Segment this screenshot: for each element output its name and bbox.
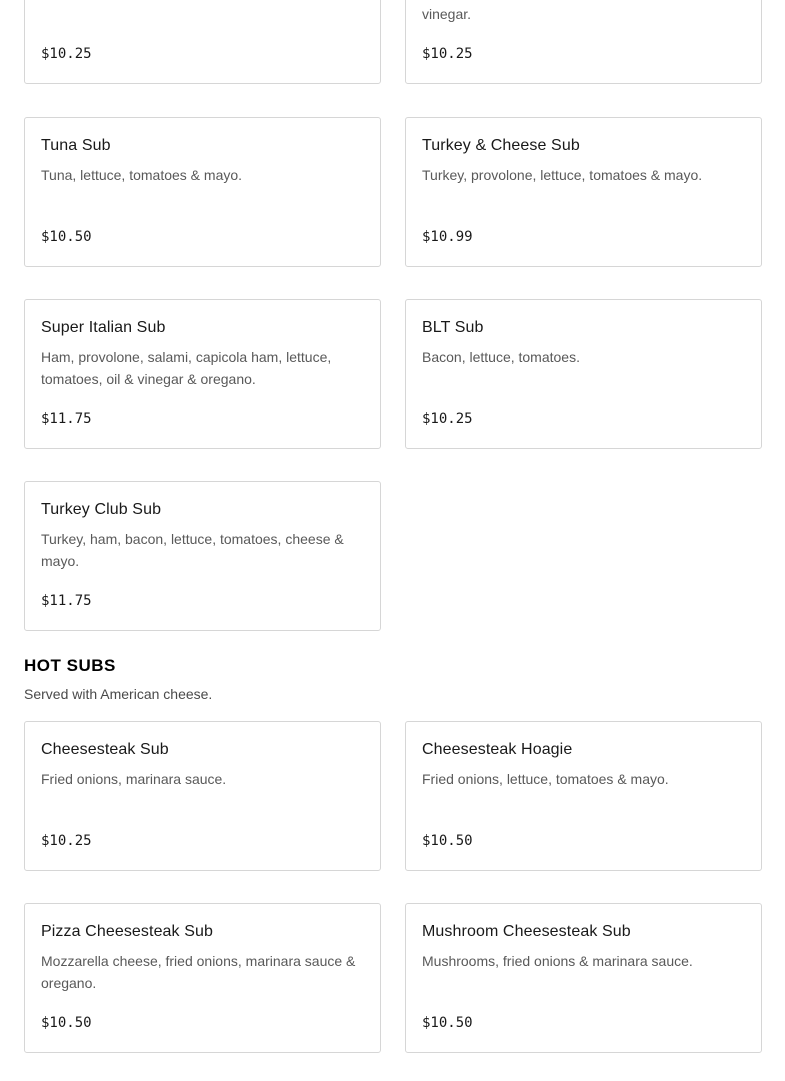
item-name: Cheesesteak Sub <box>41 741 169 758</box>
menu-item-card[interactable] <box>405 117 762 267</box>
item-description: Fried onions, marinara sauce. <box>41 771 227 787</box>
item-price: $10.25 <box>422 46 473 62</box>
item-price: $10.25 <box>41 46 92 62</box>
menu-item-card[interactable] <box>24 903 381 1053</box>
menu-item-card[interactable] <box>24 117 381 267</box>
item-description: Turkey, provolone, lettuce, tomatoes & mayo. <box>422 167 703 183</box>
item-name: Tuna Sub <box>41 137 111 154</box>
item-description: Turkey, ham, bacon, lettuce, tomatoes, cheese & mayo. <box>41 531 344 569</box>
menu-item-card[interactable] <box>24 481 381 631</box>
item-price: $10.50 <box>41 229 92 245</box>
item-description: Mozzarella cheese, fried onions, marinara sauce & oregano. <box>41 953 356 991</box>
item-description: vinegar. <box>422 6 472 22</box>
item-name: BLT Sub <box>422 319 484 336</box>
item-description: Ham, provolone, salami, capicola ham, lettuce, tomatoes, oil & vinegar & oregano. <box>41 349 332 387</box>
item-name: Turkey Club Sub <box>41 501 162 518</box>
item-price: $11.75 <box>41 593 92 609</box>
item-description: Tuna, lettuce, tomatoes & mayo. <box>41 167 243 183</box>
item-description: Mushrooms, fried onions & marinara sauce. <box>422 953 693 969</box>
item-description: Bacon, lettuce, tomatoes. <box>422 349 580 365</box>
menu-item-card[interactable] <box>405 299 762 449</box>
item-name: Turkey & Cheese Sub <box>422 137 580 154</box>
menu-item-card[interactable] <box>405 0 762 84</box>
item-price: $11.75 <box>41 411 92 427</box>
item-name: Mushroom Cheesesteak Sub <box>422 923 631 940</box>
item-price: $10.50 <box>422 833 473 849</box>
item-description: Fried onions, lettuce, tomatoes & mayo. <box>422 771 669 787</box>
section-description: Served with American cheese. <box>24 686 213 702</box>
menu-item-card[interactable] <box>24 0 381 84</box>
item-name: Pizza Cheesesteak Sub <box>41 923 213 940</box>
item-price: $10.50 <box>41 1015 92 1031</box>
section-title: HOT SUBS <box>24 656 116 675</box>
item-price: $10.25 <box>41 833 92 849</box>
menu-item-card[interactable] <box>405 721 762 871</box>
item-name: Cheesesteak Hoagie <box>422 741 573 758</box>
menu-item-card[interactable] <box>24 721 381 871</box>
item-price: $10.50 <box>422 1015 473 1031</box>
menu-item-card[interactable] <box>405 903 762 1053</box>
menu-item-card[interactable] <box>24 299 381 449</box>
item-price: $10.99 <box>422 229 473 245</box>
item-price: $10.25 <box>422 411 473 427</box>
item-name: Super Italian Sub <box>41 319 166 336</box>
